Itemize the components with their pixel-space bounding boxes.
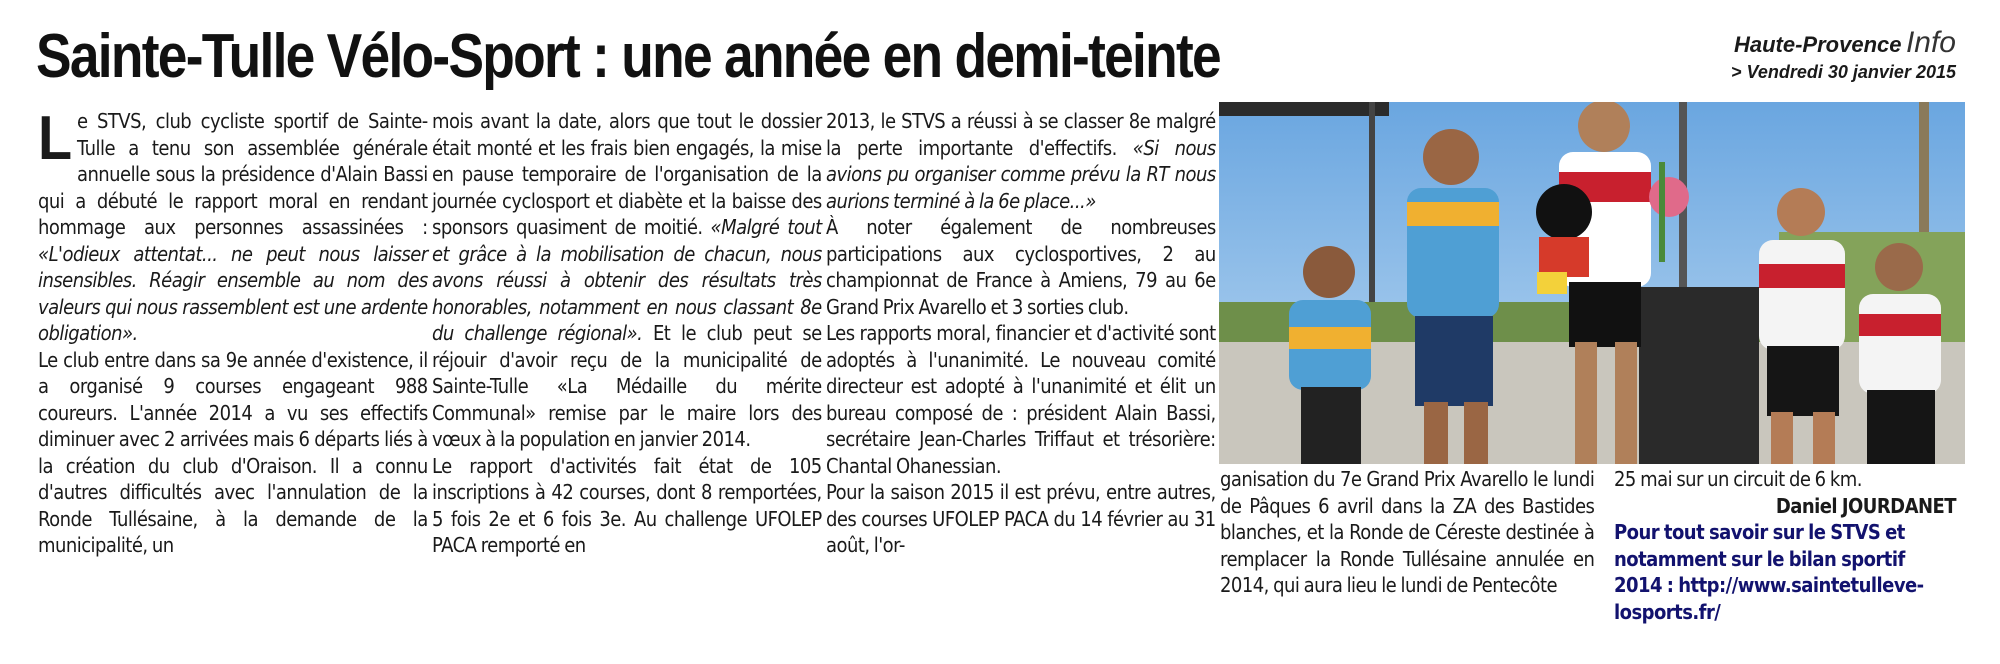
website-link[interactable]: Pour tout savoir sur le STVS et notamment sur le bilan sportif 2014 : http://www.saintetulleve-losports.fr/ bbox=[1614, 520, 1924, 624]
article-column-5 bbox=[1614, 466, 1956, 625]
col3-paragraph-2: Les rapports moral, financier et d'activité sont adoptés à l'unanimité. Le nouveau comité directeur est adopté à l'unanimité et élit un bureau composé de : président Alain Bassi, secrétaire Jean-Charles Triffaut et trésorière: Chantal Ohanessian. bbox=[826, 321, 1216, 478]
col3-paragraph-3: Pour la saison 2015 il est prévu, entre autres, des courses UFOLEP PACA du 14 février au 31 août, l'or- bbox=[826, 480, 1216, 557]
col2-text-2: Et le club peut se réjouir d'avoir reçu de la municipalité de Sainte-Tulle «La Médaille du mérite Communal» remise par le maire lors des vœux à la population en janvier 2014. bbox=[432, 321, 822, 451]
col2-text: mois avant la date, alors que tout le dossier était monté et les frais bien engagés, la mise en pause temporaire de l'organisation de la journée cyclosport et diabète et la baisse des sponsors quasiment de moitié. bbox=[432, 109, 822, 239]
article-column-4 bbox=[1220, 466, 1594, 599]
headline: Sainte-Tulle Vélo-Sport : une année en demi-teinte bbox=[36, 22, 1220, 91]
author: Daniel JOURDANET bbox=[1775, 493, 1956, 518]
brand-info: Info bbox=[1905, 26, 1956, 59]
col3-text: 2013, le STVS a réussi à se classer 8e malgré la perte importante d'effectifs. bbox=[826, 109, 1216, 160]
col5-paragraph: 25 mai sur un circuit de 6 km. bbox=[1614, 467, 1862, 491]
col1-paragraph: Le club entre dans sa 9e année d'existence, il a organisé 9 courses engageant 988 coureurs. L'année 2014 a vu ses effectifs diminuer avec 2 arrivées mais 6 départs liés à la création du club d'Oraison. Il a connu d'autres difficultés avec l'annulation de la Ronde Tullésaine, à la demande de la municipalité, un bbox=[38, 347, 428, 557]
col2-paragraph: Le rapport d'activités fait état de 105 inscriptions à 42 courses, dont 8 remportées, 5 fois 2e et 6 fois 3e. Au challenge UFOLEP PACA remporté en bbox=[432, 453, 822, 557]
publication-date: > Vendredi 30 janvier 2015 bbox=[1731, 62, 1956, 82]
col1-intro: e STVS, club cycliste sportif de Sainte-Tulle a tenu son assemblée générale annuelle sous la présidence d'Alain Bassi qui a débuté le rapport moral en rendant hommage aux personnes assassinées : bbox=[38, 109, 428, 239]
col3-paragraph-1: À noter également de nombreuses participations aux cyclosportives, 2 au championnat de France à Amiens, 79 au 6e Grand Prix Avarello et 3 sorties club. bbox=[826, 215, 1216, 319]
article-column-3 bbox=[826, 108, 1216, 559]
article-column-2 bbox=[432, 108, 822, 559]
col2-quote: «Malgré tout et grâce à la mobilisation de chacun, nous avons réussi à obtenir des résultats très honorables, notamment en nous classant 8e du challenge régional». bbox=[432, 215, 822, 345]
article-column-1 bbox=[38, 104, 428, 559]
col4-paragraph: ganisation du 7e Grand Prix Avarello le lundi de Pâques 6 avril dans la ZA des Bastides blanches, et la Ronde de Céreste destinée à remplacer la Ronde Tullésaine annulée en 2014, qui aura lieu le lundi de Pentecôte bbox=[1220, 467, 1595, 597]
col3-quote: «Si nous avions pu organiser comme prévu la RT nous aurions terminé à la 6e place...» bbox=[826, 135, 1216, 213]
brand bbox=[1731, 26, 1956, 60]
brand-name: Haute-Provence bbox=[1733, 32, 1902, 57]
drop-cap: L bbox=[38, 104, 72, 173]
masthead bbox=[1731, 26, 1956, 83]
col1-quote: «L'odieux attentat... ne peut nous laisser insensibles. Réagir ensemble au nom des valeurs qui nous rassemblent est une ardente obligation». bbox=[38, 241, 428, 345]
podium-photo bbox=[1219, 102, 1965, 464]
